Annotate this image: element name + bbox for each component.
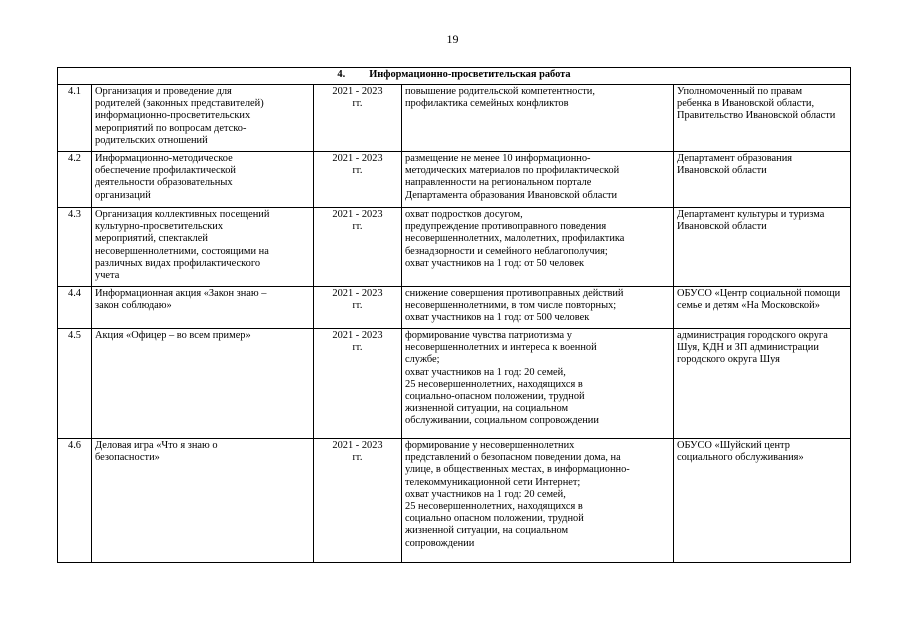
result-cell-line: формирование у несовершеннолетних: [405, 440, 575, 451]
activity-cell-line: информационно-просветительских: [95, 110, 251, 122]
result-cell-line: несовершеннолетними, в том числе повторных;: [405, 300, 617, 312]
result-cell: [402, 287, 674, 329]
activity-cell-line: родительских отношений: [95, 134, 208, 146]
result-cell-line: формирование чувства патриотизма у: [405, 330, 572, 341]
activity-cell-line: мероприятий, спектаклей: [95, 233, 208, 245]
responsible-cell-line: Департамент культуры и туризма: [677, 209, 825, 220]
responsible-cell-line: социального обслуживания»: [677, 452, 804, 464]
activity-cell-line: обеспечение профилактической: [95, 165, 236, 177]
row-number: 4.1: [58, 85, 92, 152]
term-cell-line: гг.: [352, 221, 363, 233]
responsible-cell: [674, 439, 851, 563]
section-title: Информационно-просветительская работа: [369, 69, 571, 80]
row-number: 4.6: [58, 439, 92, 563]
term-cell: [314, 329, 402, 439]
activity-cell-line: Организация коллективных посещений: [95, 209, 270, 220]
activity-cell-line: закон соблюдаю»: [95, 300, 172, 312]
result-cell-line: охват участников на 1 год: от 500 человек: [405, 312, 590, 324]
term-cell: [314, 152, 402, 208]
result-cell-line: охват участников на 1 год: 20 семей,: [405, 488, 566, 500]
responsible-cell-line: администрация городского округа: [677, 330, 828, 341]
result-cell-line: охват участников на 1 год: от 50 человек: [405, 257, 585, 269]
activity-cell: [92, 329, 314, 439]
activity-cell-line: различных видах профилактического: [95, 257, 261, 269]
responsible-cell: [674, 329, 851, 439]
result-cell: [402, 329, 674, 439]
activity-cell: [92, 85, 314, 152]
result-cell: [402, 85, 674, 152]
activity-cell-line: Деловая игра «Что я знаю о: [95, 440, 218, 451]
activity-cell-line: Информационная акция «Закон знаю –: [95, 288, 267, 299]
activity-cell-line: Акция «Офицер – во всем пример»: [95, 330, 251, 341]
plan-table: [57, 67, 851, 563]
result-cell-line: снижение совершения противоправных действий: [405, 288, 624, 299]
term-cell-line: 2021 - 2023: [332, 153, 383, 164]
result-cell-line: несовершеннолетних и интереса к военной: [405, 342, 597, 354]
term-cell: [314, 208, 402, 287]
activity-cell-line: мероприятий по вопросам детско-: [95, 122, 247, 134]
term-cell-line: гг.: [352, 98, 363, 110]
responsible-cell-line: ОБУСО «Шуйский центр: [677, 440, 790, 451]
result-cell-line: социально-опасном положении, трудной: [405, 391, 585, 403]
result-cell-line: направленности на региональном портале: [405, 177, 592, 189]
term-cell-line: 2021 - 2023: [332, 209, 383, 220]
term-cell-line: гг.: [352, 342, 363, 354]
result-cell-line: 25 несовершеннолетних, находящихся в: [405, 378, 583, 390]
responsible-cell-line: городского округа Шуя: [677, 354, 780, 366]
responsible-cell-line: семье и детям «На Московской»: [677, 300, 820, 312]
activity-cell-line: безопасности»: [95, 452, 160, 464]
term-cell-line: 2021 - 2023: [332, 86, 383, 97]
activity-cell-line: несовершеннолетними, состоящими на: [95, 245, 269, 257]
activity-cell-line: Организация и проведение для: [95, 86, 232, 97]
term-cell-line: гг.: [352, 300, 363, 312]
responsible-cell-line: Шуя, КДН и ЗП администрации: [677, 342, 819, 354]
result-cell-line: охват участников на 1 год: 20 семей,: [405, 366, 566, 378]
result-cell-line: безнадзорности и семейного неблагополучия;: [405, 245, 608, 257]
responsible-cell-line: Департамент образования: [677, 153, 793, 164]
page-number: 19: [446, 32, 459, 46]
section-header: [58, 68, 851, 85]
activity-cell-line: организаций: [95, 189, 151, 201]
activity-cell: [92, 152, 314, 208]
result-cell: [402, 439, 674, 563]
result-cell-line: Департамента образования Ивановской области: [405, 189, 618, 201]
term-cell: [314, 287, 402, 329]
result-cell-line: представлений о безопасном поведении дома, на: [405, 452, 621, 464]
result-cell-line: улице, в общественных местах, в информационно-: [405, 464, 630, 476]
responsible-cell: [674, 287, 851, 329]
responsible-cell-line: Правительство Ивановской области: [677, 110, 836, 122]
responsible-cell: [674, 208, 851, 287]
term-cell-line: гг.: [352, 452, 363, 464]
row-number: 4.5: [58, 329, 92, 439]
result-cell-line: профилактика семейных конфликтов: [405, 98, 569, 110]
result-cell-line: обслуживании, социальном сопровождении: [405, 415, 599, 427]
table-row: [58, 152, 851, 208]
term-cell-line: 2021 - 2023: [332, 288, 383, 299]
result-cell-line: телекоммуникационной сети Интернет;: [405, 476, 581, 488]
result-cell-line: повышение родительской компетентности,: [405, 86, 595, 97]
activity-cell-line: Информационно-методическое: [95, 153, 233, 164]
result-cell-line: социально опасном положении, трудной: [405, 513, 584, 525]
activity-cell-line: культурно-просветительских: [95, 221, 224, 233]
responsible-cell-line: Ивановской области: [677, 221, 767, 233]
result-cell-line: жизненной ситуации, на социальном: [405, 525, 569, 537]
table-row: [58, 439, 851, 563]
result-cell-line: сопровождении: [405, 537, 475, 549]
section-header-row: [58, 68, 851, 85]
term-cell: [314, 85, 402, 152]
activity-cell: [92, 439, 314, 563]
result-cell-line: службе;: [405, 354, 440, 366]
activity-cell-line: учета: [95, 270, 120, 282]
row-number: 4.3: [58, 208, 92, 287]
result-cell-line: предупреждение противоправного поведения: [405, 221, 607, 233]
responsible-cell-line: ОБУСО «Центр социальной помощи: [677, 288, 841, 299]
result-cell-line: методических материалов по профилактической: [405, 165, 620, 177]
result-cell-line: 25 несовершеннолетних, находящихся в: [405, 501, 583, 513]
term-cell-line: 2021 - 2023: [332, 330, 383, 341]
activity-cell-line: родителей (законных представителей): [95, 98, 264, 110]
row-number: 4.4: [58, 287, 92, 329]
term-cell: [314, 439, 402, 563]
activity-cell-line: деятельности образовательных: [95, 177, 233, 189]
activity-cell: [92, 287, 314, 329]
result-cell-line: размещение не менее 10 информационно-: [405, 153, 591, 164]
responsible-cell: [674, 152, 851, 208]
responsible-cell-line: Ивановской области: [677, 165, 767, 177]
responsible-cell-line: ребенка в Ивановской области,: [677, 98, 815, 110]
table-row: [58, 85, 851, 152]
result-cell-line: несовершеннолетних, малолетних, профилактика: [405, 233, 625, 245]
responsible-cell-line: Уполномоченный по правам: [677, 86, 803, 97]
activity-cell: [92, 208, 314, 287]
table-row: [58, 287, 851, 329]
responsible-cell: [674, 85, 851, 152]
row-number: 4.2: [58, 152, 92, 208]
result-cell: [402, 208, 674, 287]
table-row: [58, 329, 851, 439]
section-number: 4.: [337, 69, 346, 80]
table-row: [58, 208, 851, 287]
result-cell-line: жизненной ситуации, на социальном: [405, 403, 569, 415]
term-cell-line: гг.: [352, 165, 363, 177]
term-cell-line: 2021 - 2023: [332, 440, 383, 451]
result-cell: [402, 152, 674, 208]
result-cell-line: охват подростков досугом,: [405, 209, 523, 220]
